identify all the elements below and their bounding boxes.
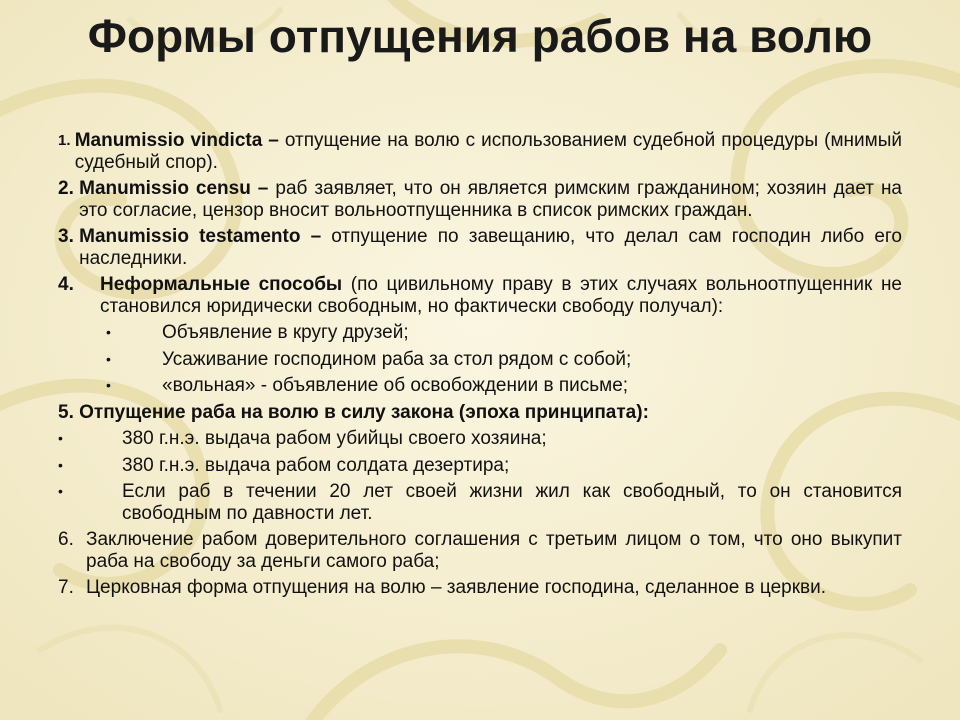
informal-method-item	[58, 322, 902, 344]
item-text: Заключение рабом доверительного соглашения с третьим лицом о том, что оно выкупит раба на свободу за деньги самого раба;	[86, 529, 902, 572]
bullet-icon: •	[58, 483, 63, 499]
item-lead: Неформальные способы	[100, 274, 343, 295]
item-text: (по цивильному праву в этих случаях вольноотпущенник не становился юридически свободным, но фактически свободу получал):	[100, 274, 903, 317]
informal-method-item	[58, 349, 902, 371]
item-body	[75, 130, 902, 173]
law-case-item	[58, 455, 902, 477]
informal-method-text: Усаживание господином раба за стол рядом с собой;	[162, 348, 632, 370]
item-number: 3.	[58, 226, 80, 247]
item-number: 7.	[58, 577, 80, 598]
list-item-3	[58, 226, 902, 269]
list-item-5-heading	[58, 402, 902, 424]
informal-method-text: «вольная» - объявление об освобождении в письме;	[162, 375, 629, 396]
item-text: отпущение по завещанию, что делал сам господин либо его наследники.	[79, 226, 903, 269]
item-text: отпущение на волю с использованием судебной процедуры (мнимый судебный спор).	[74, 130, 902, 173]
list-item-4	[58, 274, 902, 317]
law-case-item	[58, 481, 902, 524]
law-case-item	[58, 428, 902, 450]
slide-content	[58, 130, 902, 604]
list-item-1	[58, 130, 902, 173]
bullet-icon: •	[106, 377, 111, 393]
bullet-icon: •	[58, 430, 63, 446]
item-heading-text: 5. Отпущение раба на волю в силу закона (эпоха принципата):	[58, 401, 649, 423]
item-text: Церковная форма отпущения на волю – заявление господина, сделанное в церкви.	[86, 577, 827, 598]
law-case-text: Если раб в течении 20 лет своей жизни жил как свободный, то он становится свободным по давности лет.	[122, 481, 902, 524]
bullet-icon: •	[106, 324, 111, 340]
item-number: 4.	[58, 274, 80, 295]
item-lead: Manumissio testamento –	[79, 226, 322, 247]
item-body	[100, 274, 902, 317]
informal-method-text: Объявление в кругу друзей;	[162, 322, 409, 343]
item-number: 1.	[58, 132, 75, 149]
list-item-6	[58, 529, 902, 572]
item-number: 2.	[58, 178, 80, 199]
item-number: 6.	[58, 529, 80, 550]
bullet-icon: •	[106, 350, 111, 367]
bullet-icon: •	[58, 456, 63, 473]
item-body	[79, 178, 902, 221]
list-item-2	[58, 178, 902, 221]
item-body	[79, 226, 902, 269]
informal-method-item	[58, 375, 902, 397]
item-lead: Manumissio vindicta –	[74, 130, 279, 151]
law-case-text: 380 г.н.э. выдача рабом убийцы своего хозяина;	[122, 428, 547, 449]
item-text: раб заявляет, что он является римским гражданином; хозяин дает на это согласие, цензор вносит вольноотпущенника в список римских граждан.	[79, 178, 902, 221]
slide-title: Формы отпущения рабов на волю	[87, 10, 873, 62]
list-item-7	[58, 577, 902, 599]
law-case-text: 380 г.н.э. выдача рабом солдата дезертира;	[122, 454, 510, 476]
item-lead: Manumissio censu –	[79, 178, 269, 199]
